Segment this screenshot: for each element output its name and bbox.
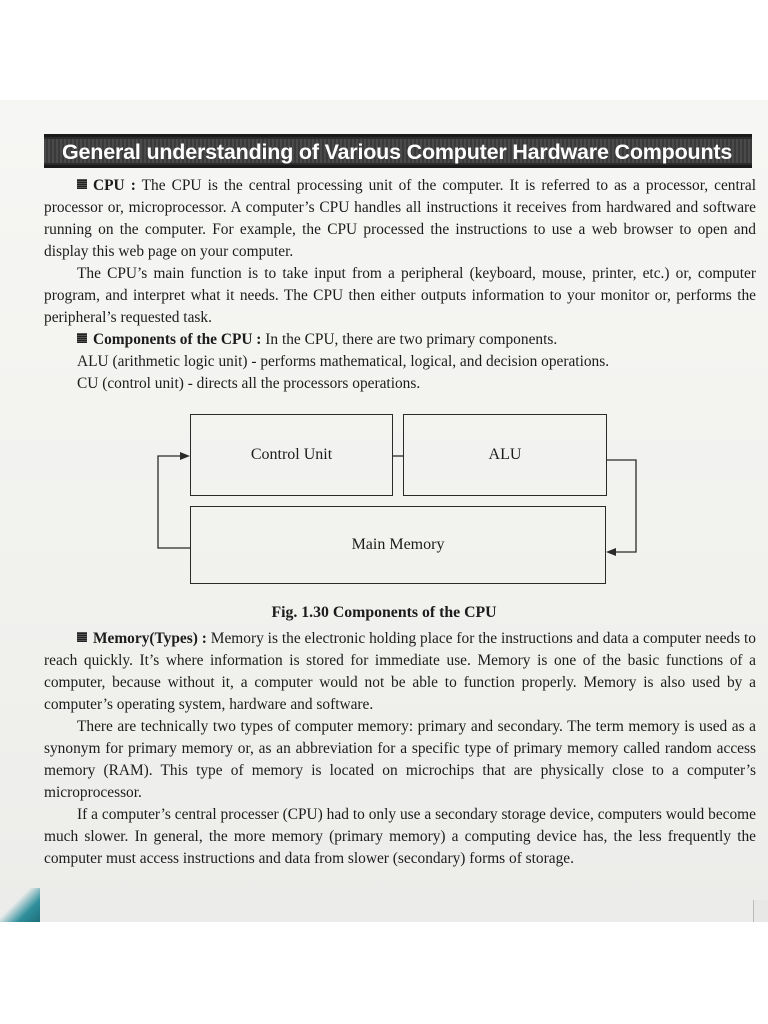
arrowhead-icon — [606, 548, 616, 556]
components-intro: In the CPU, there are two primary components. — [265, 331, 558, 348]
alu-box — [403, 414, 607, 496]
cpu-paragraph-2: The CPU’s main function is to take input from a peripheral (keyboard, mouse, printer, etc.) or, computer program, and interpret what it needs. The CPU then either outputs information to your monitor or, performs the peripheral’s requested task. — [44, 265, 756, 326]
control-unit-label: Control Unit — [250, 446, 333, 463]
cpu-components-diagram — [150, 408, 650, 598]
arrowhead-icon — [180, 452, 190, 460]
square-bullet-icon — [77, 333, 87, 343]
cpu-section — [44, 175, 756, 395]
alu-to-memory-arrow — [606, 460, 636, 552]
memory-label: Memory(Types) : — [93, 630, 207, 647]
memory-paragraph-2: There are technically two types of computer memory: primary and secondary. The term memory is used as a synonym for primary memory or, as an abbreviation for a specific type of primary memory called random access memory (RAM). This type of memory is located on microchips that are physically close to a computer’s microprocessor. — [44, 718, 756, 801]
cpu-paragraph-1 — [44, 175, 756, 263]
memory-text-1: Memory is the electronic holding place for the instructions and data a computer needs to reach quickly. It’s where information is stored for immediate use. Memory is one of the basic functions of a computer, because without it, a computer would not be able to function properly. Memory is also used by a computer’s operating system, hardware and software. — [44, 630, 756, 713]
figure-caption: Fig. 1.30 Components of the CPU — [271, 604, 497, 621]
main-memory-label: Main Memory — [351, 536, 445, 553]
square-bullet-icon — [77, 632, 87, 642]
cpu-text-1: The CPU is the central processing unit of the computer. It is referred to as a processor, central processor or, microprocessor. A computer’s CPU handles all instructions it receives from hardwared and software running on the computer. For example, the CPU processed the instructions to use a web browser to open and display this web page on your computer. — [44, 177, 757, 260]
cpu-label: CPU : — [93, 177, 136, 194]
square-bullet-icon — [77, 179, 87, 189]
main-memory-box — [190, 506, 606, 584]
page-corner-shadow — [0, 888, 40, 922]
components-paragraph — [44, 329, 756, 351]
control-unit-box — [190, 414, 393, 496]
memory-to-cu-arrow — [158, 456, 190, 548]
memory-paragraph-1 — [44, 628, 756, 716]
memory-paragraph-3: If a computer’s central processer (CPU) had to only use a secondary storage device, computers would become much slower. In general, the more memory (primary memory) a computing device has, the less frequently the computer must access instructions and data from slower (secondary) forms of storage. — [44, 806, 756, 867]
alu-label: ALU — [488, 446, 522, 463]
components-label: Components of the CPU : — [93, 331, 262, 348]
alu-definition: ALU (arithmetic logic unit) - performs mathematical, logical, and decision operations. — [77, 353, 610, 370]
section-heading-banner — [44, 134, 752, 168]
cu-definition: CU (control unit) - directs all the processors operations. — [77, 375, 421, 392]
memory-section — [44, 628, 756, 870]
page-edge — [753, 900, 768, 922]
section-heading: General understanding of Various Computer Hardware Compounts — [62, 140, 733, 164]
